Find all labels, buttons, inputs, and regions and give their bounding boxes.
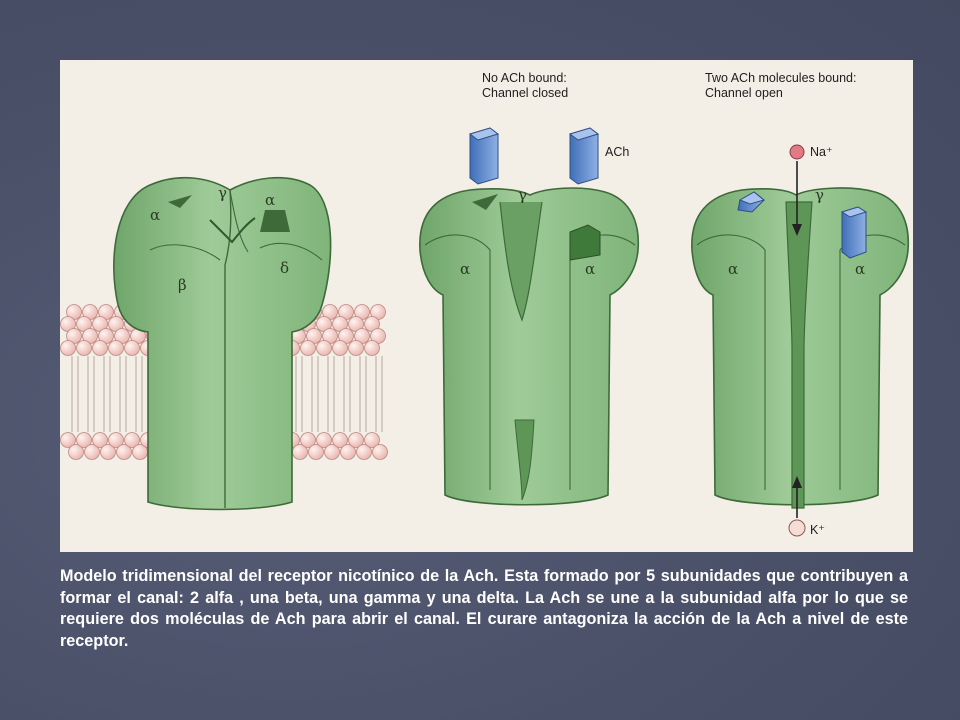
alpha-label-left: α (150, 206, 161, 224)
sodium-ion (790, 145, 804, 159)
lipid-head (301, 341, 316, 356)
ach-molecule-bound-2 (842, 207, 866, 258)
alpha-label-closed-right: α (585, 260, 596, 278)
lipid-head (333, 341, 348, 356)
figure-caption: Modelo tridimensional del receptor nicotínico de la Ach. Esta formado por 5 subunidades que contribuyen a formar el canal: 2 alfa , una beta, una gamma y una delta. La Ach se une a la subunidad alfa por lo que se requiere dos moléculas de Ach para abrir el canal. El curare antagoniza la acción de la Ach a nivel de este receptor. (60, 567, 908, 650)
sodium-label: Na⁺ (810, 145, 833, 159)
lipid-head (365, 341, 380, 356)
beta-label: β (178, 276, 187, 294)
closed-heading-line2: Channel closed (482, 86, 569, 100)
potassium-label: K⁺ (810, 523, 825, 537)
receptor-closed (420, 128, 638, 505)
alpha-label-open-left: α (728, 260, 739, 278)
lipid-head (93, 341, 108, 356)
alpha-label-open-right: α (855, 260, 866, 278)
alpha-label-left-2: α (265, 191, 276, 209)
open-heading-line2: Channel open (705, 86, 783, 100)
potassium-ion (789, 520, 805, 536)
ach-label: ACh (605, 145, 630, 159)
lipid-head (77, 341, 92, 356)
lipid-head (109, 341, 124, 356)
gamma-label-left: γ (218, 184, 227, 202)
lipid-head (125, 341, 140, 356)
lipid-head (61, 341, 76, 356)
delta-label: δ (280, 259, 290, 277)
closed-heading-line1: No ACh bound: (482, 71, 567, 85)
open-heading-line1: Two ACh molecules bound: (705, 71, 857, 85)
ach-molecule-free-2 (570, 128, 598, 184)
receptor-figure (60, 60, 913, 552)
lipid-head (373, 445, 388, 460)
receptor-open (692, 145, 908, 536)
lipid-head (317, 341, 332, 356)
lipid-head (349, 341, 364, 356)
gamma-label-closed: γ (518, 186, 527, 204)
alpha-label-closed-left: α (460, 260, 471, 278)
gamma-label-open: γ (815, 186, 824, 204)
receptor-diagram (60, 60, 913, 552)
ach-molecule-free-1 (470, 128, 498, 184)
